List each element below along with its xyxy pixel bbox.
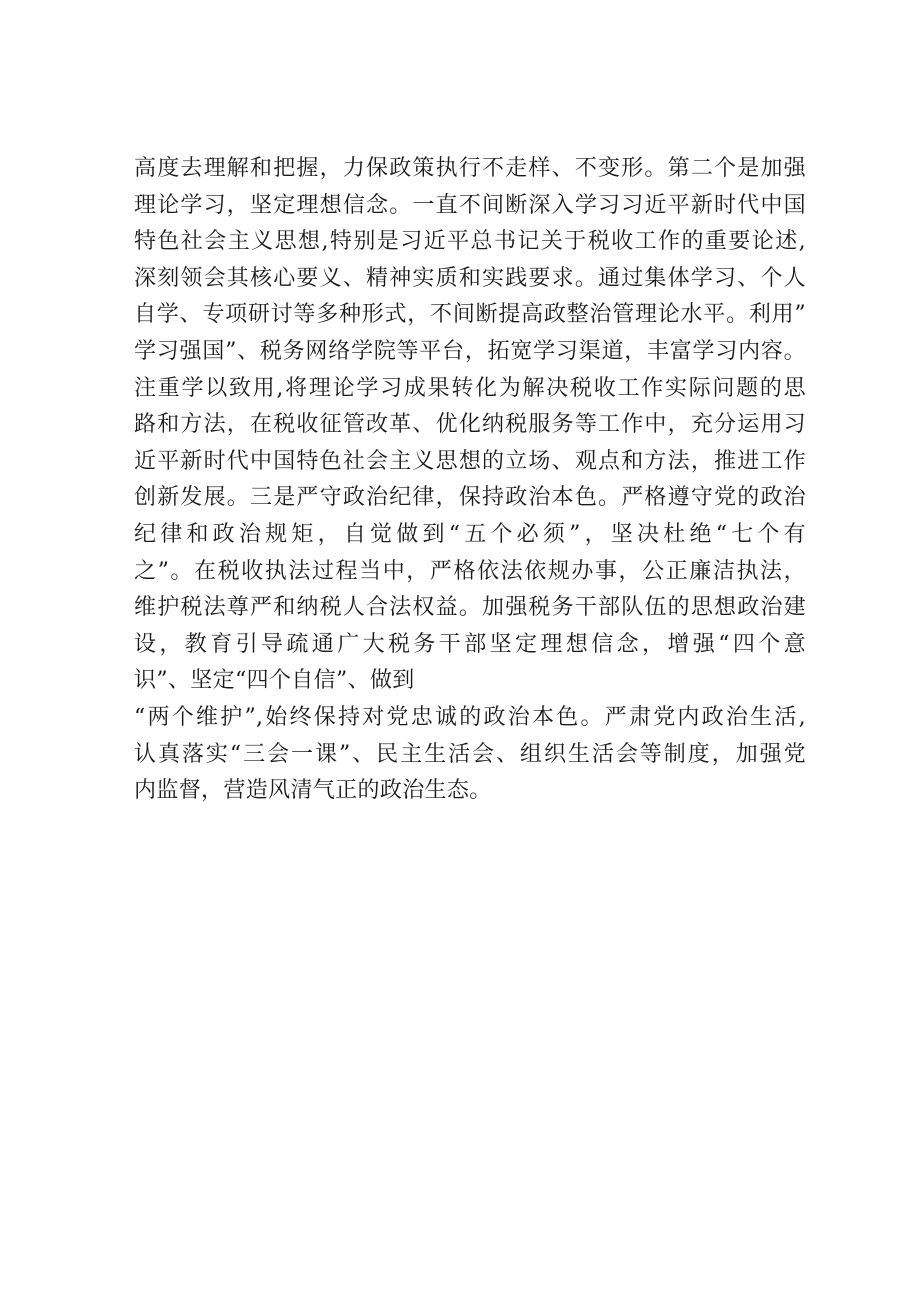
text-line: 高度去理解和把握，力保政策执行不走样、不变形。第二个是加强	[134, 156, 806, 181]
text-line: “两个维护”,始终保持对党忠诚的政治本色。严肃党内政治生活,	[134, 704, 806, 730]
text-line: 理论学习，坚定理想信念。一直不间断深入学习习近平新时代中国	[134, 192, 806, 218]
text-line: 自学、专项研讨等多种形式，不间断提高政整治管理论水平。利用”	[134, 302, 806, 328]
text-line: 识”、坚定“四个自信”、做到	[134, 668, 415, 694]
text-line: 设，教育引导疏通广大税务干部坚定理想信念，增强“四个意	[134, 631, 806, 657]
text-line: 认真落实“三会一课”、民主生活会、组织生活会等制度，加强党	[134, 741, 806, 767]
text-line: 内监督，营造风清气正的政治生态。	[134, 778, 492, 804]
text-line: 之”。在税收执法过程当中，严格依法依规办事，公正廉洁执法，	[134, 558, 806, 584]
text-line: 深刻领会其核心要义、精神实质和实践要求。通过集体学习、个人	[134, 265, 806, 291]
text-line: 近平新时代中国特色社会主义思想的立场、观点和方法，推进工作	[134, 448, 806, 474]
text-line: 创新发展。三是严守政治纪律，保持政治本色。严格遵守党的政治	[134, 485, 806, 511]
body-paragraph	[134, 151, 806, 810]
text-line: 维护税法尊严和纳税人合法权益。加强税务干部队伍的思想政治建	[134, 595, 806, 621]
text-line: 路和方法，在税收征管改革、优化纳税服务等工作中，充分运用习	[134, 412, 806, 438]
text-line: 纪律和政治规矩，自觉做到“五个必须”，坚决杜绝“七个有	[134, 521, 806, 547]
text-line: 学习强国”、税务网络学院等平台，拓宽学习渠道，丰富学习内容。	[134, 338, 806, 364]
text-line: 特色社会主义思想,特别是习近平总书记关于税收工作的重要论述,	[134, 229, 806, 255]
text-line: 注重学以致用,将理论学习成果转化为解决税收工作实际问题的思	[134, 375, 806, 401]
